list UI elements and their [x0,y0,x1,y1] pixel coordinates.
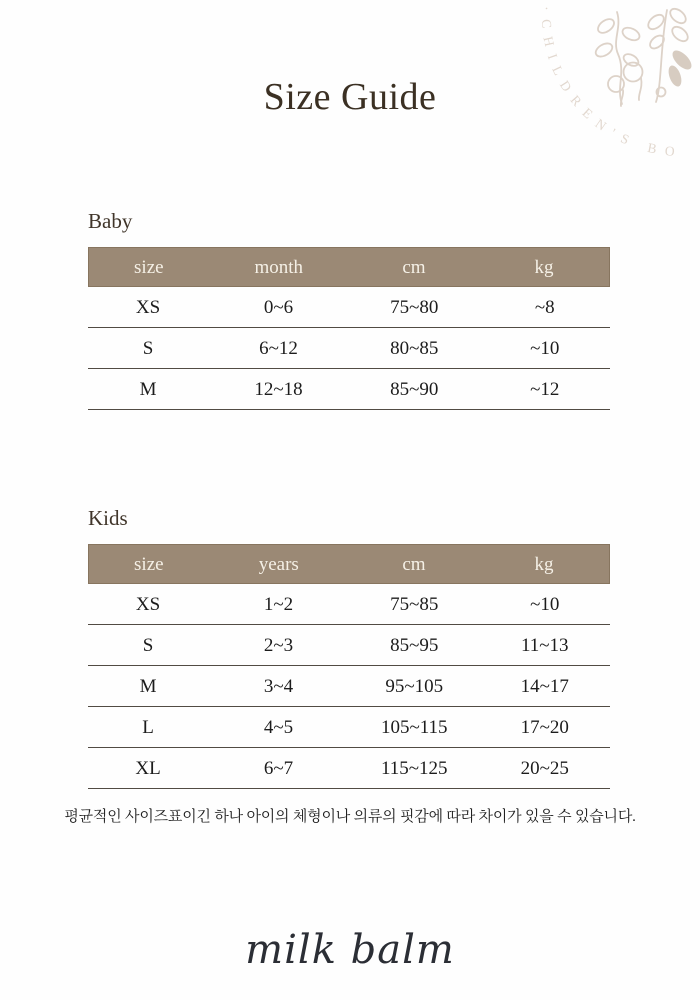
table-row [88,287,610,328]
table-header-cell: size [134,256,164,278]
botanical-icon [593,6,694,106]
table-header-cell: cm [402,553,426,575]
table-cell: 115~125 [380,757,448,779]
tables-container [88,208,610,789]
table-header-cell: years [258,553,299,575]
size-table-section [88,505,610,789]
table-cell: 11~13 [520,634,569,656]
stamp-text: ·CHILDREN'S BO [538,6,684,160]
table-cell: L [142,716,154,738]
table-cell: 6~7 [263,757,294,779]
table-cell: 6~12 [259,337,298,359]
table-cell: ~8 [534,296,555,318]
table-cell: XL [135,757,161,779]
table-cell: XS [135,593,161,615]
table-header-cell: kg [534,553,554,575]
table-row [88,666,610,707]
table-cell: 85~95 [390,634,439,656]
table-cell: 0~6 [263,296,294,318]
table-header-cell: kg [534,256,554,278]
table-cell: S [142,634,154,656]
table-cell: 105~115 [380,716,448,738]
table-cell: 4~5 [263,716,294,738]
table-header-cell: month [254,256,304,278]
table-cell: M [139,378,157,400]
table-cell: 95~105 [385,675,444,697]
table-cell: 75~80 [390,296,439,318]
table-cell: ~10 [530,337,560,359]
table-row [88,707,610,748]
table-cell: 12~18 [254,378,303,400]
table-row [88,328,610,369]
table-cell: 3~4 [263,675,294,697]
page-title: Size Guide [263,76,437,118]
size-table [88,544,610,789]
size-note: 평균적인 사이즈표이긴 하나 아이의 체형이나 의류의 핏감에 따라 차이가 있을 수 있습니다. [64,809,636,825]
table-header-row [88,544,610,584]
table-cell: S [142,337,154,359]
table-row [88,625,610,666]
table-row [88,748,610,789]
section-label: Kids [88,506,128,530]
table-row [88,584,610,625]
brand-logo: milk balm [245,927,455,973]
size-table [88,247,610,410]
table-cell: 14~17 [520,675,569,697]
table-cell: 1~2 [263,593,294,615]
table-cell: M [139,675,157,697]
brand-stamp [510,0,700,250]
table-header-cell: cm [402,256,426,278]
table-cell: 80~85 [390,337,439,359]
table-cell: ~12 [530,378,560,400]
section-label: Baby [88,209,133,233]
table-header-row [88,247,610,287]
table-row [88,369,610,410]
table-cell: 20~25 [520,757,569,779]
table-cell: ~10 [530,593,560,615]
table-header-cell: size [134,553,164,575]
table-cell: 85~90 [390,378,439,400]
table-cell: 17~20 [520,716,569,738]
table-cell: 75~85 [390,593,439,615]
table-cell: 2~3 [263,634,294,656]
table-cell: XS [135,296,161,318]
